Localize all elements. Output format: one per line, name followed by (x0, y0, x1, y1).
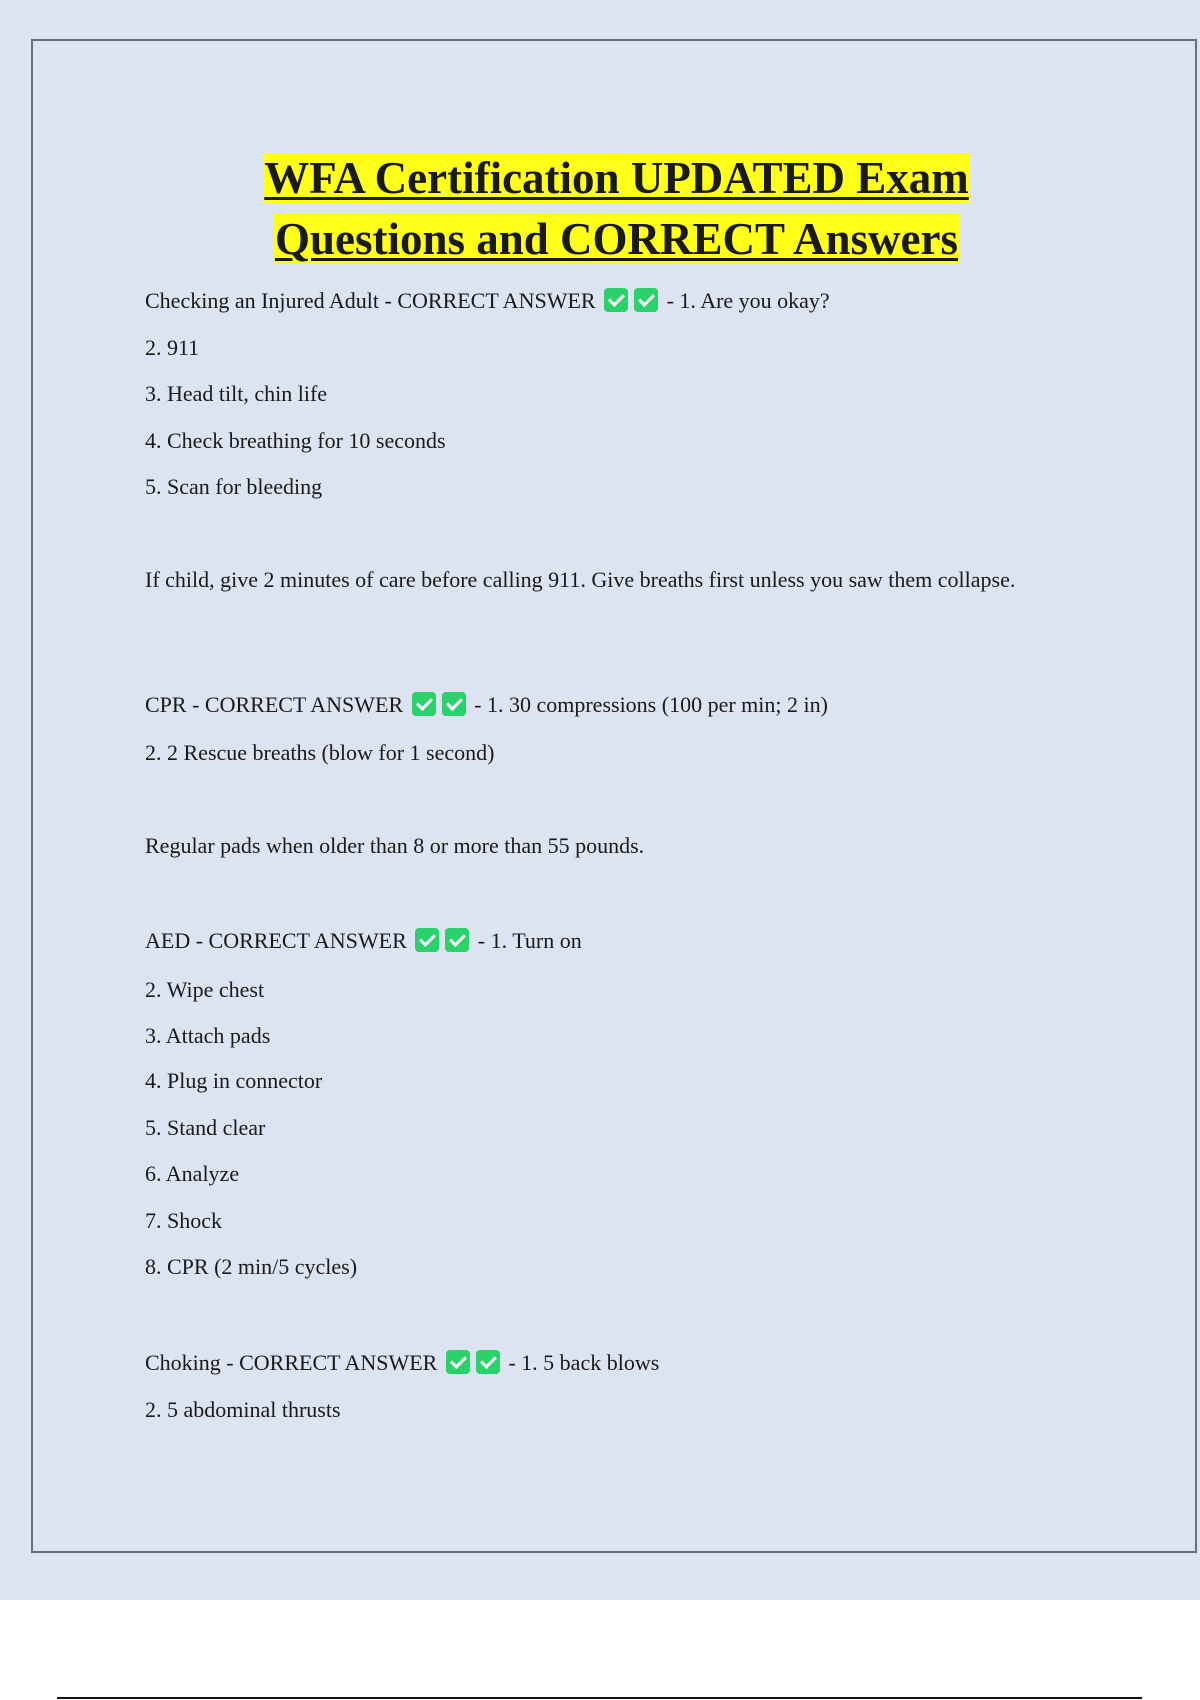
answer-note: If child, give 2 minutes of care before calling 911. Give breaths first unless you saw them collapse. (145, 567, 1016, 592)
check-mark-icon (415, 928, 439, 952)
title-line-1: WFA Certification UPDATED Exam (264, 153, 969, 203)
answer-step-1: - 1. Are you okay? (666, 288, 830, 313)
question-line-cpr (145, 690, 828, 720)
answer-step: 8. CPR (2 min/5 cycles) (145, 1254, 358, 1279)
check-mark-icon (604, 288, 628, 312)
footer-divider (57, 1697, 1142, 1699)
check-mark-icon (476, 1350, 500, 1374)
check-mark-icon (446, 1350, 470, 1374)
answer-step: 4. Check breathing for 10 seconds (145, 428, 446, 453)
answer-step: 7. Shock (145, 1208, 222, 1233)
answer-step: 5. Stand clear (145, 1115, 266, 1140)
check-mark-icon (442, 692, 466, 716)
answer-step: 2. 5 abdominal thrusts (145, 1397, 341, 1422)
title-line-2: Questions and CORRECT Answers (274, 214, 959, 264)
answer-step-1: - 1. 5 back blows (508, 1350, 660, 1375)
answer-step: 6. Analyze (145, 1161, 240, 1186)
question-line-aed (145, 926, 582, 956)
answer-step: 2. 2 Rescue breaths (blow for 1 second) (145, 740, 495, 765)
check-mark-icon (634, 288, 658, 312)
check-mark-icon (445, 928, 469, 952)
question-label: Choking - CORRECT ANSWER (145, 1350, 438, 1375)
question-label: Checking an Injured Adult - CORRECT ANSWER (145, 288, 596, 313)
answer-step: 2. 911 (145, 335, 200, 360)
answer-step-1: - 1. Turn on (477, 928, 582, 953)
answer-step-1: - 1. 30 compressions (100 per min; 2 in) (474, 692, 828, 717)
document-title (145, 148, 1088, 270)
question-line-checking-adult (145, 286, 830, 316)
answer-step: 5. Scan for bleeding (145, 474, 323, 499)
answer-step: 3. Attach pads (145, 1023, 271, 1048)
answer-note: Regular pads when older than 8 or more than 55 pounds. (145, 833, 645, 858)
answer-step: 4. Plug in connector (145, 1068, 323, 1093)
answer-step: 3. Head tilt, chin life (145, 381, 328, 406)
question-label: AED - CORRECT ANSWER (145, 928, 407, 953)
question-line-choking (145, 1348, 659, 1378)
question-label: CPR - CORRECT ANSWER (145, 692, 404, 717)
check-mark-icon (412, 692, 436, 716)
answer-step: 2. Wipe chest (145, 977, 265, 1002)
